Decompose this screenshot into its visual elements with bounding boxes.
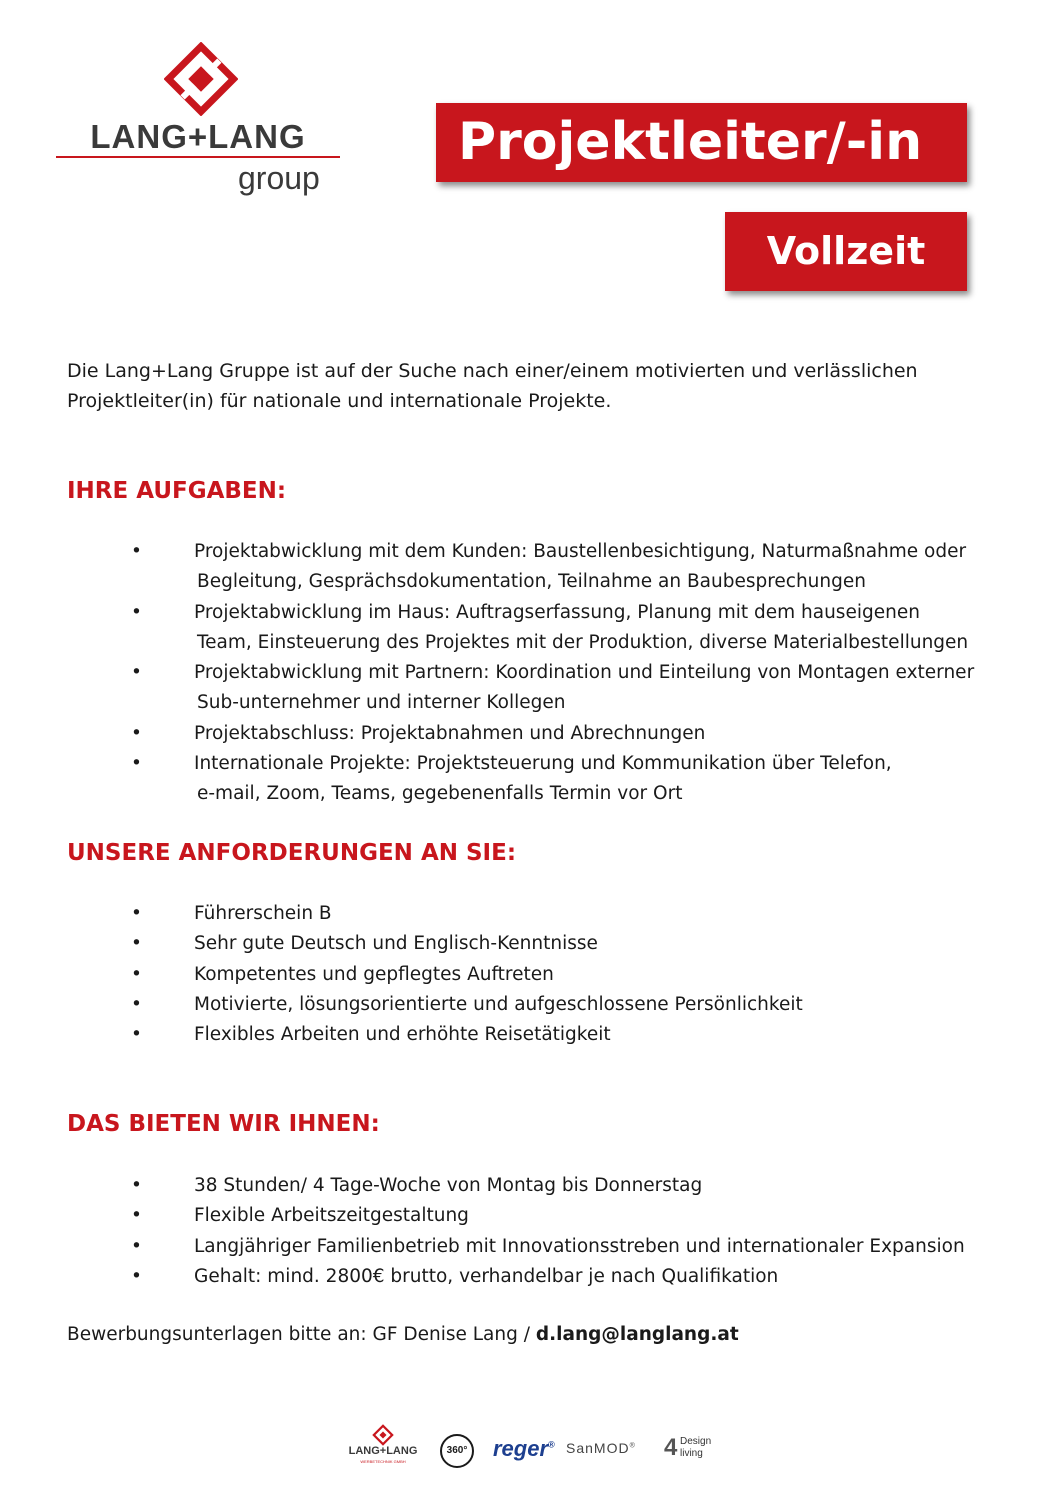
- requirements-list: [0, 899, 1040, 1050]
- brand-360-logo: 360°: [440, 1434, 474, 1468]
- bullet-icon: •: [131, 933, 142, 955]
- list-item: • 38 Stunden/ 4 Tage-Woche von Montag bis Donnerstag: [0, 1171, 1040, 1201]
- list-item: • Projektabwicklung im Haus: Auftragserfassung, Planung mit dem hauseigenen Team, Einsteuerung des Projektes mit der Produktion, diverse Materialbestellungen: [0, 598, 1040, 659]
- bullet-icon: •: [131, 1205, 142, 1227]
- tasks-heading: IHRE AUFGABEN:: [67, 478, 287, 504]
- job-title-banner: Projektleiter/-in: [436, 103, 967, 182]
- list-item: • Sehr gute Deutsch und Englisch-Kenntnisse: [0, 929, 1040, 959]
- list-item: • Projektabschluss: Projektabnahmen und Abrechnungen: [0, 719, 1040, 749]
- bullet-icon: •: [131, 601, 142, 623]
- requirements-heading: UNSERE ANFORDERUNGEN AN SIE:: [67, 840, 517, 866]
- list-item: • Internationale Projekte: Projektsteuerung und Kommunikation über Telefon, e-mail, Zoom, Teams, gegebenenfalls Termin vor Ort: [0, 749, 1040, 810]
- list-item: • Flexible Arbeitszeitgestaltung: [0, 1201, 1040, 1231]
- list-item: • Projektabwicklung mit dem Kunden: Baustellenbesichtigung, Naturmaßnahme oder Begleitung, Gesprächsdokumentation, Teilnahme an Baubesprechungen: [0, 537, 1040, 598]
- offer-heading: DAS BIETEN WIR IHNEN:: [67, 1111, 380, 1137]
- application-contact: Bewerbungsunterlagen bitte an: GF Denise Lang / d.lang@langlang.at: [67, 1324, 739, 1345]
- list-item: • Kompetentes und gepflegtes Auftreten: [0, 960, 1040, 990]
- list-item: • Führerschein B: [0, 899, 1040, 929]
- bullet-icon: •: [131, 993, 142, 1015]
- tasks-list: [0, 537, 1040, 810]
- list-item: • Langjähriger Familienbetrieb mit Innovationsstreben und internationaler Expansion: [0, 1232, 1040, 1262]
- brand-logos: [340, 1424, 720, 1472]
- list-item: • Flexibles Arbeiten und erhöhte Reisetätigkeit: [0, 1020, 1040, 1050]
- bullet-icon: •: [131, 1175, 142, 1196]
- bullet-icon: •: [131, 722, 142, 744]
- bullet-icon: •: [131, 1235, 142, 1257]
- brand-sanmod-logo: SanMOD®: [566, 1440, 636, 1456]
- brand-reger-logo: reger®: [493, 1436, 555, 1461]
- brand-design-living-logo: 4 Design living: [664, 1434, 712, 1461]
- company-logo: [56, 42, 346, 202]
- bullet-icon: •: [131, 1024, 142, 1046]
- bullet-icon: •: [131, 1265, 142, 1287]
- bullet-icon: •: [131, 541, 142, 562]
- bullet-icon: •: [131, 903, 142, 924]
- logo-wordmark: LANG+LANG: [90, 118, 306, 155]
- list-item: • Gehalt: mind. 2800€ brutto, verhandelbar je nach Qualifikation: [0, 1262, 1040, 1292]
- bullet-icon: •: [131, 963, 142, 985]
- bullet-icon: •: [131, 662, 142, 684]
- list-item: • Projektabwicklung mit Partnern: Koordination und Einteilung von Montagen externer Sub-unternehmer und interner Kollegen: [0, 658, 1040, 719]
- logo-diamond-icon: [164, 42, 238, 116]
- intro-text: Die Lang+Lang Gruppe ist auf der Suche nach einer/einem motivierten und verlässlichen Projektleiter(in) für nationale und internationale Projekte.: [67, 360, 918, 412]
- langlang-diamond-icon: [372, 1424, 394, 1446]
- brand-langlang-logo: LANG+LANG WERBETECHNIK GMBH: [340, 1424, 426, 1470]
- employment-type-banner: Vollzeit: [725, 212, 967, 291]
- logo-rule: [56, 156, 340, 158]
- offer-list: [0, 1171, 1040, 1292]
- contact-email-link[interactable]: d.lang@langlang.at: [535, 1324, 739, 1345]
- logo-subtitle: group: [238, 160, 320, 196]
- design-living-4-icon: 4: [664, 1434, 678, 1461]
- bullet-icon: •: [131, 753, 142, 775]
- list-item: • Motivierte, lösungsorientierte und aufgeschlossene Persönlichkeit: [0, 990, 1040, 1020]
